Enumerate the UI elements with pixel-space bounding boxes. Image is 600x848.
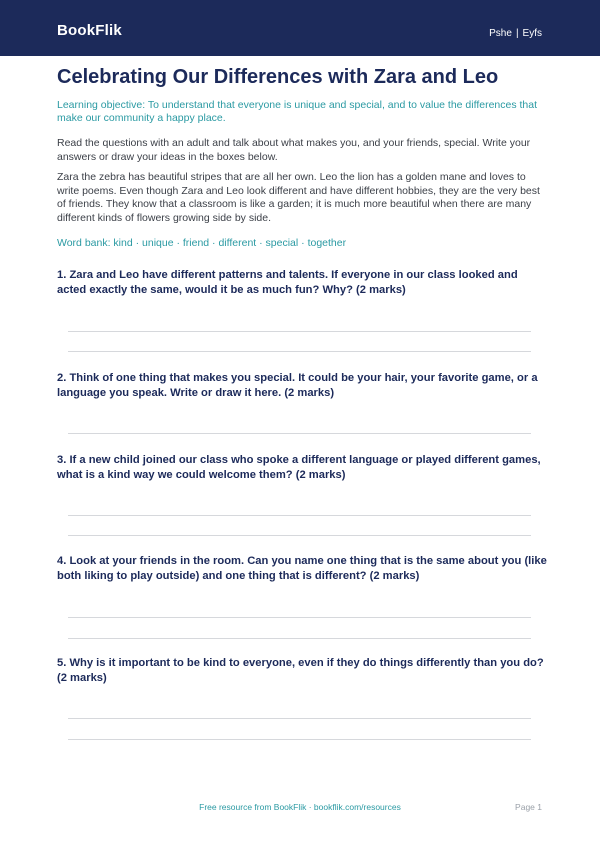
story-text: Zara the zebra has beautiful stripes that are all her own. Leo the lion has a golden mane and loves to write poems. Even though Zara and Leo look different and have different hobbies, they are the very best of friends. They know that a classroom is like a garden; it is much more beautiful when there are many different kinds of flowers growing side by side.	[57, 171, 540, 224]
question-2: 2. Think of one thing that makes you special. It could be your hair, your favorite game, or a language you speak. Write or draw it here. (2 marks)	[57, 372, 538, 399]
brand-logo[interactable]: BookFlik	[57, 22, 122, 39]
level-name: Eyfs	[522, 28, 542, 39]
answer-line[interactable]	[68, 718, 531, 719]
answer-line[interactable]	[68, 617, 531, 618]
answer-line[interactable]	[68, 515, 531, 516]
page-number: Page 1	[515, 802, 542, 812]
answer-line[interactable]	[68, 433, 531, 434]
subject-name: Pshe	[489, 28, 512, 39]
question-4: 4. Look at your friends in the room. Can you name one thing that is the same about you (like both liking to play outside) and one thing that is different? (2 marks)	[57, 555, 547, 582]
answer-line[interactable]	[68, 331, 531, 332]
instructions-text: Read the questions with an adult and talk about what makes you, and your friends, special. Write your answers or draw your ideas in the boxes below.	[57, 137, 531, 163]
question-1: 1. Zara and Leo have different patterns and talents. If everyone in our class looked and acted exactly the same, would it be as much fun? Why? (2 marks)	[57, 269, 518, 296]
answer-line[interactable]	[68, 351, 531, 352]
word-bank: Word bank: kind · unique · friend · different · special · together	[57, 237, 347, 249]
answer-line[interactable]	[68, 638, 531, 639]
worksheet-title: Celebrating Our Differences with Zara and Leo	[57, 66, 499, 88]
subject-separator: |	[515, 28, 519, 39]
question-5: 5. Why is it important to be kind to everyone, even if they do things differently than you do? (2 marks)	[57, 657, 544, 684]
footer-credit[interactable]: Free resource from BookFlik · bookflik.com/resources	[199, 802, 401, 812]
subject-label	[489, 28, 542, 39]
answer-line[interactable]	[68, 739, 531, 740]
question-3: 3. If a new child joined our class who spoke a different language or played different games, what is a kind way we could welcome them? (2 marks)	[57, 454, 541, 481]
page-header	[0, 0, 600, 56]
learning-objective: Learning objective: To understand that everyone is unique and special, and to value the differences that make our community a happy place.	[57, 99, 538, 124]
answer-line[interactable]	[68, 535, 531, 536]
